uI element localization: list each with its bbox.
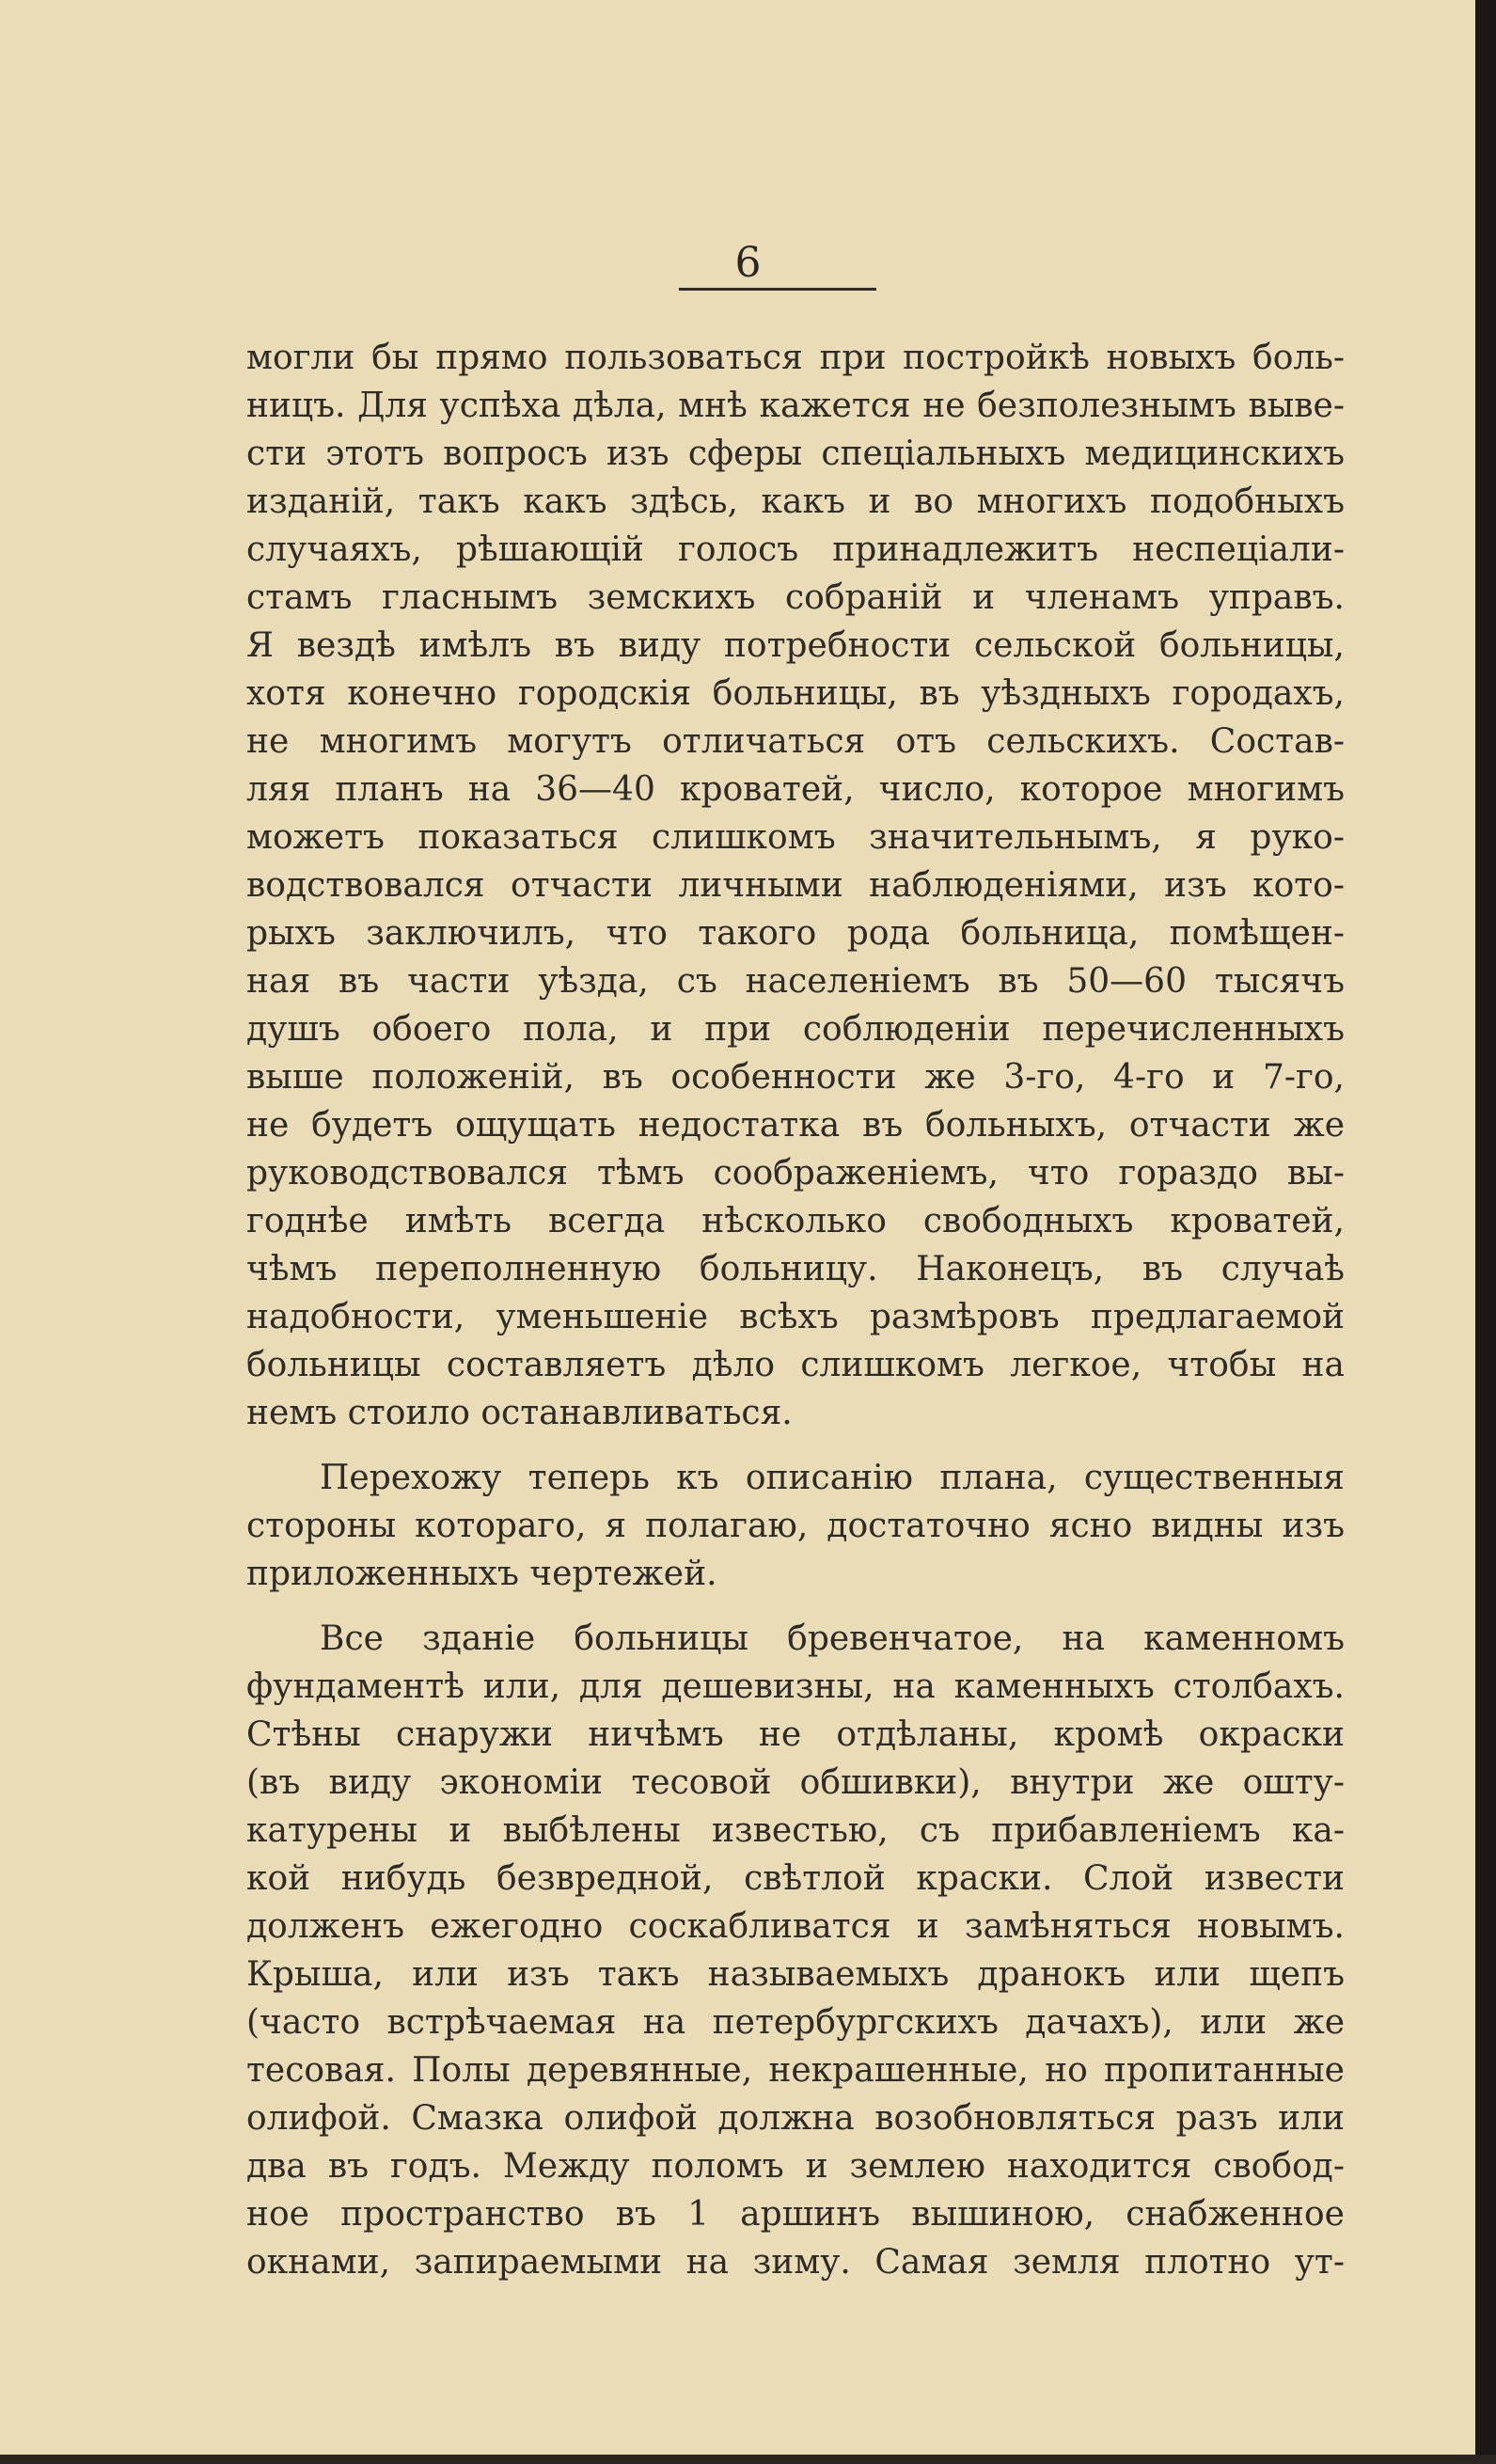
text-line: надобности, уменьшеніе всѣхъ размѣровъ предлагаемой <box>246 1298 1345 1336</box>
text-line: изданій, такъ какъ здѣсь, какъ и во многихъ подобныхъ <box>246 482 1345 521</box>
text-line: руководствовался тѣмъ соображеніемъ, что гораздо вы- <box>246 1154 1345 1193</box>
text-line: душъ обоего пола, и при соблюденіи перечисленныхъ <box>246 1010 1345 1049</box>
page-bottom-edge <box>0 2455 1496 2464</box>
text-line: кой нибудь безвредной, свѣтлой краски. Слой извести <box>246 1859 1345 1898</box>
text-line: приложенныхъ чертежей. <box>246 1555 717 1593</box>
body-text <box>246 334 1345 2286</box>
text-line: Стѣны снаружи ничѣмъ не отдѣланы, кромѣ окраски <box>246 1715 1345 1754</box>
text-line: стамъ гласнымъ земскихъ собраній и членамъ управъ. <box>246 578 1345 617</box>
text-line: (часто встрѣчаемая на петербургскихъ дачахъ), или же <box>246 2003 1345 2042</box>
text-line: два въ годъ. Между поломъ и землею находится свобод- <box>246 2147 1345 2186</box>
text-line: Крыша, или изъ такъ называемыхъ дранокъ или щепъ <box>246 1955 1345 1994</box>
text-line: немъ стоило останавливаться. <box>246 1394 793 1432</box>
text-line: олифой. Смазка олифой должна возобновляться разъ или <box>246 2099 1345 2138</box>
text-line: сти этотъ вопросъ изъ сферы спеціальныхъ медицинскихъ <box>246 434 1345 473</box>
text-line: Все зданіе больницы бревенчатое, на каменномъ <box>320 1619 1345 1658</box>
text-line: водствовался отчасти личными наблюденіями, изъ кото- <box>246 866 1345 905</box>
page-edge <box>1475 0 1496 2464</box>
text-line: фундаментѣ или, для дешевизны, на каменныхъ столбахъ. <box>246 1667 1345 1706</box>
text-line: Я вездѣ имѣлъ въ виду потребности сельской больницы, <box>246 626 1345 665</box>
text-line: ницъ. Для успѣха дѣла, мнѣ кажется не безполезнымъ выве- <box>246 387 1345 425</box>
text-line: ляя планъ на 36—40 кроватей, число, которое многимъ <box>246 770 1345 809</box>
text-line: ная въ части уѣзда, съ населеніемъ въ 50—60 тысячъ <box>246 962 1345 1001</box>
text-line: окнами, запираемыми на зиму. Самая земля плотно ут- <box>246 2243 1345 2282</box>
text-line: выше положеній, въ особенности же 3-го, 4-го и 7-го, <box>246 1058 1345 1097</box>
text-line: случаяхъ, рѣшающій голосъ принадлежитъ неспеціали- <box>246 530 1345 569</box>
page-number: 6 <box>734 239 762 287</box>
text-line: (въ виду экономіи тесовой обшивки), внутри же ошту- <box>246 1763 1345 1802</box>
text-line: не многимъ могутъ отличаться отъ сельскихъ. Состав- <box>246 722 1345 761</box>
text-line: не будетъ ощущать недостатка въ больныхъ, отчасти же <box>246 1106 1345 1145</box>
text-line: Перехожу теперь къ описанію плана, существенныя <box>320 1459 1345 1497</box>
text-line: могли бы прямо пользоваться при постройкѣ новыхъ боль- <box>246 339 1345 377</box>
text-line: тесовая. Полы деревянные, некрашенные, но пропитанные <box>246 2051 1345 2090</box>
text-line: стороны котораго, я полагаю, достаточно ясно видны изъ <box>246 1507 1345 1545</box>
text-line: рыхъ заключилъ, что такого рода больница, помѣщен- <box>246 914 1345 953</box>
text-line: хотя конечно городскія больницы, въ уѣздныхъ городахъ, <box>246 674 1345 713</box>
text-line: больницы составляетъ дѣло слишкомъ легкое, чтобы на <box>246 1346 1345 1384</box>
text-line: можетъ показаться слишкомъ значительнымъ, я руко- <box>246 818 1345 857</box>
header-rule <box>679 288 876 291</box>
text-line: катурены и выбѣлены известью, съ прибавленіемъ ка- <box>246 1811 1345 1850</box>
text-line: долженъ ежегодно соскабливатся и замѣняться новымъ. <box>246 1907 1345 1946</box>
text-line: чѣмъ переполненную больницу. Наконецъ, въ случаѣ <box>246 1250 1345 1288</box>
text-line: годнѣе имѣть всегда нѣсколько свободныхъ кроватей, <box>246 1202 1345 1240</box>
text-line: ное пространство въ 1 аршинъ вышиною, снабженное <box>246 2195 1345 2234</box>
